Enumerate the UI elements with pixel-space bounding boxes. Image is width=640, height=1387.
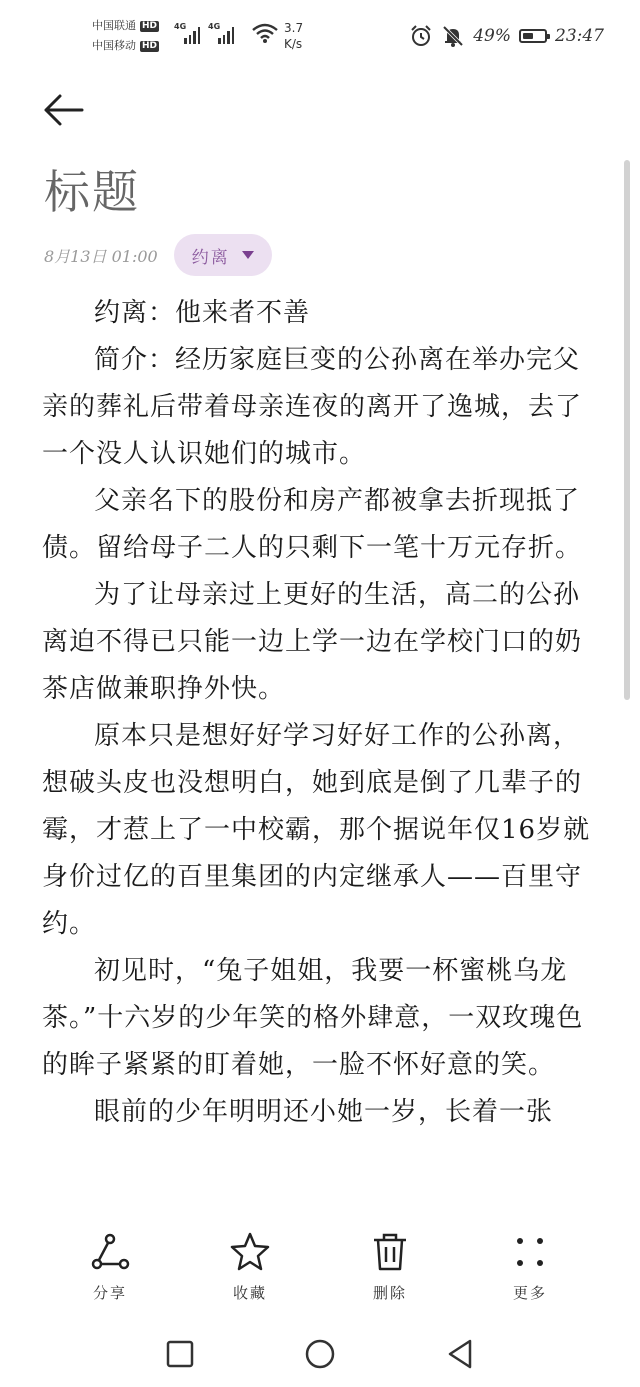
trash-icon	[368, 1230, 412, 1274]
carrier-1-label: 中国联通	[92, 19, 136, 32]
system-nav-bar	[0, 1320, 640, 1387]
status-right	[409, 24, 604, 48]
network-speed	[284, 20, 303, 52]
battery-percent: 49%	[473, 26, 511, 46]
paragraph: 眼前的少年明明还小她一岁，长着一张	[94, 1097, 554, 1127]
clock: 23:47	[555, 26, 604, 46]
hd-badge-1: HD	[142, 20, 158, 31]
paragraph: 为了让母亲过上更好的生活，高二的公孙离迫不得已只能一边上学一边在学校门口的奶茶店做兼职挣外快。	[42, 580, 583, 704]
category-label: 约离	[191, 247, 230, 268]
note-date: 8月13日 01:00	[44, 246, 158, 266]
triangle-back-icon[interactable]	[440, 1334, 480, 1374]
status-bar	[0, 0, 640, 76]
delete-label: 删除	[372, 1284, 407, 1302]
action-bar	[0, 1220, 640, 1320]
more-label: 更多	[512, 1284, 547, 1302]
signal-indicators	[174, 24, 234, 44]
bell-off-icon	[441, 24, 465, 48]
hd-badge-2: HD	[142, 40, 158, 51]
favorite-label: 收藏	[232, 1284, 267, 1302]
favorite-button[interactable]	[200, 1220, 300, 1320]
signal-strength-icon	[174, 24, 200, 44]
carrier-2-label: 中国移动	[92, 39, 136, 52]
back-button[interactable]	[38, 88, 86, 132]
category-selector[interactable]	[174, 234, 272, 276]
wifi-icon	[252, 22, 278, 44]
more-dots-icon	[508, 1230, 552, 1274]
note-title[interactable]: 标题	[44, 165, 140, 219]
note-meta	[44, 234, 272, 276]
paragraph: 约离：他来者不善	[94, 298, 311, 328]
network-type-1: 4G	[174, 22, 187, 31]
battery-icon	[519, 29, 547, 43]
star-icon	[228, 1230, 272, 1274]
more-button[interactable]	[480, 1220, 580, 1320]
speed-unit: K/s	[284, 37, 303, 51]
network-type-2: 4G	[208, 22, 221, 31]
square-icon[interactable]	[160, 1334, 200, 1374]
caret-down-icon	[242, 251, 254, 259]
share-label: 分享	[92, 1284, 127, 1302]
alarm-icon	[409, 24, 433, 48]
circle-icon[interactable]	[300, 1334, 340, 1374]
note-body[interactable]	[42, 290, 598, 1220]
paragraph: 简介：经历家庭巨变的公孙离在举办完父亲的葬礼后带着母亲连夜的离开了逸城，去了一个没人认识她们的城市。	[42, 345, 583, 469]
content-fade	[0, 1190, 640, 1220]
carrier-info	[92, 16, 159, 56]
delete-button[interactable]	[340, 1220, 440, 1320]
paragraph: 原本只是想好好学习好好工作的公孙离，想破头皮也没想明白，她到底是倒了几辈子的霉，才惹上了一中校霸，那个据说年仅16岁就身价过亿的百里集团的内定继承人——百里守约。	[42, 721, 591, 939]
share-button[interactable]	[60, 1220, 160, 1320]
paragraph: 父亲名下的股份和房产都被拿去折现抵了债。留给母子二人的只剩下一笔十万元存折。	[42, 486, 583, 563]
paragraph: 初见时，“兔子姐姐，我要一杯蜜桃乌龙茶。”十六岁的少年笑的格外肆意，一双玫瑰色的眸子紧紧的盯着她，一脸不怀好意的笑。	[42, 956, 584, 1080]
share-icon	[88, 1230, 132, 1274]
arrow-left-icon	[38, 88, 86, 132]
signal-strength-icon	[208, 24, 234, 44]
speed-value: 3.7	[284, 21, 304, 35]
scrollbar[interactable]	[624, 160, 630, 700]
